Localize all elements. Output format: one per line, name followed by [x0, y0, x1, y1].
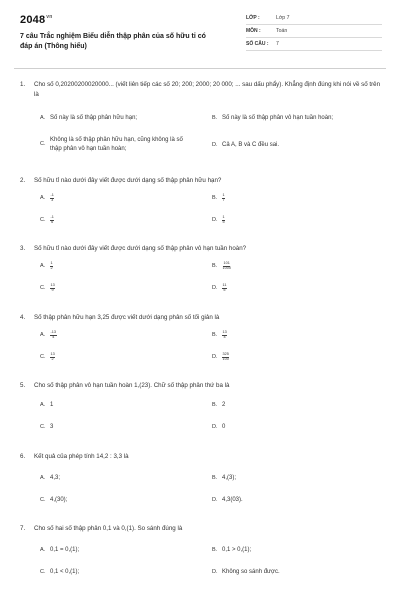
option-c[interactable] — [40, 284, 200, 293]
option-text: 4,(3); — [222, 475, 237, 481]
option-fraction — [222, 331, 227, 339]
fraction-denominator: 3 — [51, 197, 54, 202]
document-header — [20, 12, 382, 62]
fraction-denominator: 2 — [50, 265, 53, 270]
fraction-denominator: 7 — [222, 197, 225, 202]
option-label: D. — [212, 497, 218, 503]
question-5 — [20, 381, 382, 441]
option-fraction — [50, 194, 54, 202]
option-d[interactable] — [212, 284, 382, 293]
option-a[interactable] — [40, 331, 200, 340]
option-d[interactable] — [212, 353, 382, 362]
question-text: Kết quả của phép tính 14,2 : 3,3 là — [34, 453, 129, 460]
question-4 — [20, 313, 382, 373]
fraction-numerator: 101 — [223, 261, 230, 266]
option-label: B. — [212, 115, 218, 121]
option-fraction — [222, 262, 231, 270]
option-text: 0 — [222, 424, 226, 430]
count-value: 7 — [276, 41, 279, 47]
question-stem — [20, 176, 382, 186]
option-a[interactable] — [40, 546, 200, 555]
option-label: A. — [40, 332, 46, 338]
question-number: 4. — [20, 314, 26, 321]
option-text: Không là số thập phân hữu hạn, cũng không là số thập phân vô hạn tuần hoàn; — [50, 137, 183, 152]
option-c[interactable] — [40, 496, 200, 505]
fraction-denominator: 9 — [51, 287, 54, 292]
question-text: Số thập phân hữu hạn 3,25 được viết dưới dạng phân số tối giản là — [34, 314, 220, 321]
option-label: D. — [212, 285, 218, 291]
option-b[interactable] — [212, 546, 382, 555]
option-text: 2 — [222, 402, 226, 408]
question-stem — [20, 313, 382, 323]
option-label: B. — [212, 263, 218, 269]
question-text: Cho số hai số thập phân 0,1 và 0,(1). So sánh đúng là — [34, 525, 183, 532]
option-a[interactable] — [40, 114, 200, 123]
question-text: Cho số thập phân vô hạn tuần hoàn 1,(23). Chữ số thập phân thứ ba là — [34, 382, 230, 389]
fraction-numerator: -1 — [50, 215, 54, 220]
option-fraction — [50, 353, 55, 361]
option-text: Cả A, B và C đều sai. — [222, 142, 280, 148]
question-6 — [20, 452, 382, 512]
option-label: B. — [212, 195, 218, 201]
option-label: D. — [212, 354, 218, 360]
fraction-denominator: 2 — [51, 356, 54, 361]
option-label: A. — [40, 402, 46, 408]
option-label: D. — [212, 569, 218, 575]
option-text: Số này là số thập phân vô hạn tuần hoàn; — [222, 115, 334, 121]
fraction-numerator: 13 — [50, 352, 55, 357]
brand-name: 2048 — [20, 14, 46, 26]
option-label: B. — [212, 547, 218, 553]
option-label: A. — [40, 115, 46, 121]
option-fraction — [50, 284, 55, 292]
option-label: C. — [40, 217, 46, 223]
option-d[interactable] — [212, 216, 382, 225]
question-7 — [20, 524, 382, 584]
fraction-denominator: 100 — [222, 356, 229, 361]
document-title: 7 câu Trắc nghiệm Biểu diễn thập phân của số hữu tỉ có đáp án (Thông hiểu) — [20, 33, 206, 50]
question-number: 2. — [20, 177, 26, 184]
meta-table — [246, 12, 382, 51]
option-text: Không so sánh được. — [222, 569, 280, 575]
question-number: 1. — [20, 81, 26, 88]
question-stem — [20, 244, 382, 254]
option-label: C. — [40, 285, 46, 291]
fraction-numerator: -1 — [50, 193, 54, 198]
question-2 — [20, 176, 382, 236]
fraction-denominator: 6 — [51, 219, 54, 224]
option-label: D. — [212, 142, 218, 148]
question-3 — [20, 244, 382, 304]
count-label: SỐ CÂU : — [246, 41, 269, 47]
question-number: 3. — [20, 245, 26, 252]
option-a[interactable] — [40, 194, 200, 203]
question-number: 5. — [20, 382, 26, 389]
option-label: D. — [212, 217, 218, 223]
fraction-numerator: 11 — [222, 283, 227, 288]
option-label: D. — [212, 424, 218, 430]
option-b[interactable] — [212, 194, 382, 203]
option-label: C. — [40, 497, 46, 503]
question-1 — [20, 80, 382, 170]
option-fraction — [222, 194, 225, 202]
meta-subject-row — [246, 25, 382, 38]
option-text: 3 — [50, 424, 54, 430]
fraction-numerator: 13 — [222, 330, 227, 335]
fraction-numerator: 1 — [50, 261, 53, 266]
option-label: B. — [212, 475, 218, 481]
option-a[interactable] — [40, 474, 200, 483]
option-d[interactable] — [212, 496, 382, 505]
option-label: C. — [40, 424, 46, 430]
brand-suffix: vn — [46, 14, 53, 21]
option-c[interactable] — [40, 568, 200, 577]
option-d[interactable] — [212, 423, 382, 432]
option-label: A. — [40, 547, 46, 553]
fraction-denominator: 4 — [52, 334, 55, 339]
option-label: A. — [40, 195, 46, 201]
fraction-denominator: 5 — [223, 287, 226, 292]
subject-value: Toán — [276, 28, 288, 34]
option-fraction — [222, 216, 225, 224]
option-text: Số này là số thập phân hữu hạn; — [50, 115, 138, 121]
option-c[interactable] — [40, 216, 200, 225]
option-label: C. — [40, 354, 46, 360]
question-stem — [20, 524, 382, 534]
option-d[interactable] — [212, 141, 382, 150]
option-label: A. — [40, 263, 46, 269]
question-text: Cho số 0,20200200020000... (viết liên tiếp các số 20; 200; 2000; 20 000; ... sau dấu phẩy). Khẳng định đúng khi nói về số trên là — [34, 81, 381, 98]
option-b[interactable] — [212, 262, 382, 271]
option-text: 4,(30); — [50, 497, 68, 503]
option-text: 0,1 > 0,(1); — [222, 547, 252, 553]
fraction-numerator: 1 — [222, 215, 225, 220]
option-b[interactable] — [212, 331, 382, 340]
question-number: 6. — [20, 453, 26, 460]
option-fraction — [50, 331, 57, 339]
option-a[interactable] — [40, 401, 200, 410]
option-b[interactable] — [212, 401, 382, 410]
question-number: 7. — [20, 525, 26, 532]
fraction-denominator: 4 — [223, 334, 226, 339]
meta-grade-row — [246, 12, 382, 25]
brand-logo[interactable] — [20, 14, 53, 26]
fraction-denominator: 5 — [222, 219, 225, 224]
option-label: B. — [212, 402, 218, 408]
grade-label: LỚP : — [246, 15, 260, 21]
option-label: C. — [40, 141, 46, 148]
fraction-numerator: -13 — [50, 330, 56, 335]
option-c[interactable] — [40, 136, 190, 153]
option-a[interactable] — [40, 262, 200, 271]
grade-value: Lớp 7 — [276, 15, 290, 21]
option-fraction — [222, 284, 227, 292]
option-label: A. — [40, 475, 46, 481]
question-text: Số hữu tỉ nào dưới đây viết được dưới dạng số thập phân vô hạn tuần hoàn? — [34, 245, 247, 252]
question-stem — [20, 80, 382, 99]
option-b[interactable] — [212, 114, 382, 123]
question-stem — [20, 381, 382, 391]
option-fraction — [50, 262, 53, 270]
option-text: 1 — [50, 402, 54, 408]
option-text: 4,3(03). — [222, 497, 243, 503]
fraction-numerator: 13 — [50, 283, 55, 288]
meta-count-row — [246, 38, 382, 51]
option-label: B. — [212, 332, 218, 338]
option-text: 0,1 = 0,(1); — [50, 547, 80, 553]
option-d[interactable] — [212, 568, 382, 577]
option-text: 0,1 < 0,(1); — [50, 569, 80, 575]
question-text: Số hữu tỉ nào dưới đây viết được dưới dạng số thập phân hữu hạn? — [34, 177, 222, 184]
option-c[interactable] — [40, 353, 200, 362]
option-text: 4,3; — [50, 475, 61, 481]
option-fraction — [50, 216, 54, 224]
fraction-numerator: 1 — [222, 193, 225, 198]
header-divider — [14, 68, 386, 69]
option-label: C. — [40, 569, 46, 575]
subject-label: MÔN : — [246, 28, 261, 34]
fraction-denominator: 1000 — [222, 265, 231, 270]
option-c[interactable] — [40, 423, 200, 432]
fraction-numerator: 325 — [222, 352, 229, 357]
option-fraction — [222, 353, 229, 361]
option-b[interactable] — [212, 474, 382, 483]
question-stem — [20, 452, 382, 462]
